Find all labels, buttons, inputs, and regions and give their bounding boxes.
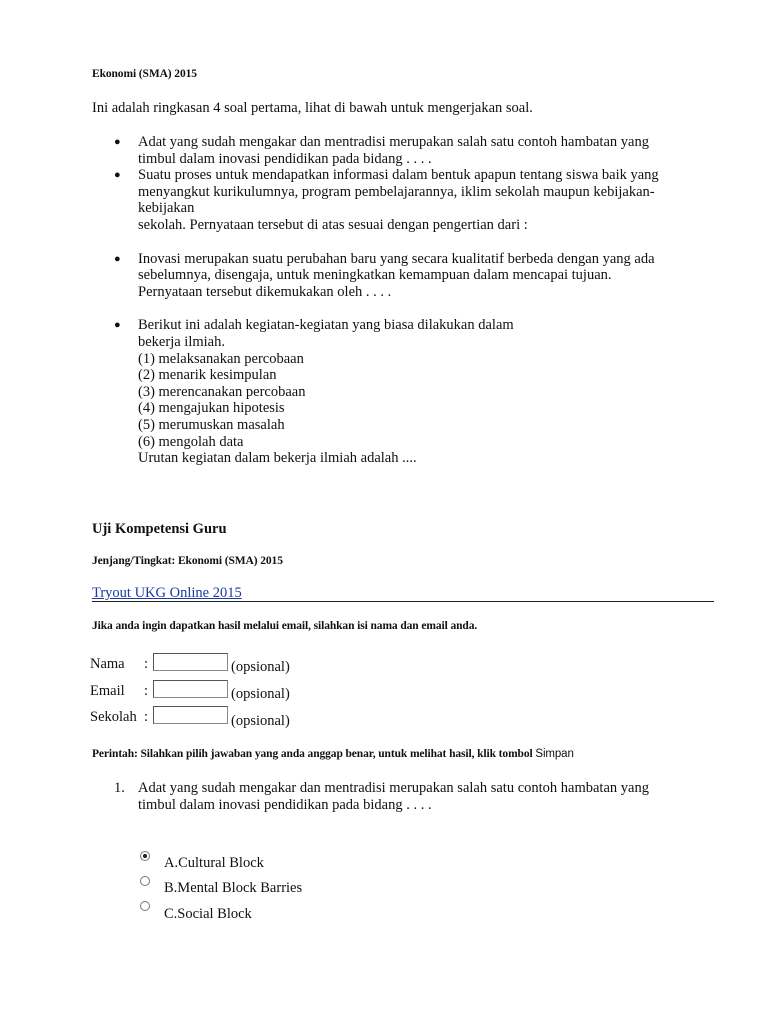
school-hint: (opsional) <box>231 713 290 729</box>
instruction-label: Perintah: Silahkan pilih jawaban yang anda anggap benar, untuk melihat hasil, klik tombol <box>92 748 533 760</box>
bullet-icon: ● <box>114 169 121 182</box>
summary-line: timbul dalam inovasi pendidikan pada bidang . . . . <box>138 150 432 167</box>
question-number: 1. <box>114 780 125 796</box>
summary-item-4 <box>114 317 714 466</box>
summary-list <box>114 134 714 467</box>
summary-item-3 <box>114 251 714 301</box>
summary-line: Inovasi merupakan suatu perubahan baru yang secara kualitatif berbeda dengan yang ada <box>138 250 655 267</box>
school-separator: : <box>144 709 149 725</box>
email-separator: : <box>144 683 149 699</box>
instruction-text <box>92 748 574 760</box>
school-input[interactable] <box>153 706 228 724</box>
school-label: Sekolah <box>90 709 137 725</box>
summary-line: (2) menarik kesimpulan <box>138 367 277 384</box>
summary-line: kebijakan <box>138 200 195 217</box>
divider <box>92 601 714 602</box>
question-line: Adat yang sudah mengakar dan mentradisi merupakan salah satu contoh hambatan yang <box>138 780 649 796</box>
option-c-label: C.Social Block <box>164 906 252 922</box>
summary-line: (4) mengajukan hipotesis <box>138 400 285 417</box>
option-a-label: A.Cultural Block <box>164 855 264 871</box>
tryout-link[interactable]: Tryout UKG Online 2015 <box>92 585 242 601</box>
summary-line: menyangkut kurikulumnya, program pembelajarannya, iklim sekolah maupun kebijakan- <box>138 183 655 200</box>
question-text <box>138 780 718 813</box>
question-line: timbul dalam inovasi pendidikan pada bidang . . . . <box>138 796 432 813</box>
option-b-radio[interactable] <box>140 876 150 886</box>
summary-line: bekerja ilmiah. <box>138 333 225 350</box>
summary-line: Urutan kegiatan dalam bekerja ilmiah adalah .... <box>138 450 417 467</box>
name-input[interactable] <box>153 653 228 671</box>
summary-item-2 <box>114 167 714 233</box>
section-title: Uji Kompetensi Guru <box>92 521 227 537</box>
option-c-radio[interactable] <box>140 901 150 911</box>
summary-line: Suatu proses untuk mendapatkan informasi dalam bentuk apapun tentang siswa baik yang <box>138 167 659 184</box>
bullet-icon: ● <box>114 252 121 265</box>
summary-line: Berikut ini adalah kegiatan-kegiatan yang biasa dilakukan dalam <box>138 317 514 334</box>
summary-line: Pernyataan tersebut dikemukakan oleh . . . . <box>138 283 392 300</box>
email-note: Jika anda ingin dapatkan hasil melalui email, silahkan isi nama dan email anda. <box>92 620 478 632</box>
option-b-label: B.Mental Block Barries <box>164 880 303 896</box>
summary-line: sekolah. Pernyataan tersebut di atas sesuai dengan pengertian dari : <box>138 216 528 233</box>
intro-text: Ini adalah ringkasan 4 soal pertama, lihat di bawah untuk mengerjakan soal. <box>92 100 533 116</box>
summary-line: Adat yang sudah mengakar dan mentradisi merupakan salah satu contoh hambatan yang <box>138 134 649 150</box>
summary-line: sebelumnya, disengaja, untuk meningkatkan kemampuan dalam mencapai tujuan. <box>138 267 612 284</box>
summary-item-1 <box>114 134 714 167</box>
level-label: Jenjang/Tingkat: Ekonomi (SMA) 2015 <box>92 555 283 567</box>
subject-title: Ekonomi (SMA) 2015 <box>92 68 197 80</box>
name-hint: (opsional) <box>231 659 290 675</box>
email-input[interactable] <box>153 680 228 698</box>
summary-line: (3) merencanakan percobaan <box>138 383 306 400</box>
name-separator: : <box>144 656 149 672</box>
bullet-icon: ● <box>114 136 121 148</box>
email-label: Email <box>90 683 125 699</box>
option-a-radio[interactable] <box>140 851 150 861</box>
name-label: Nama <box>90 656 125 672</box>
summary-line: (1) melaksanakan percobaan <box>138 350 304 367</box>
simpan-reference: Simpan <box>535 748 574 760</box>
email-hint: (opsional) <box>231 686 290 702</box>
summary-line: (6) mengolah data <box>138 433 244 450</box>
bullet-icon: ● <box>114 319 121 332</box>
summary-line: (5) merumuskan masalah <box>138 416 285 433</box>
